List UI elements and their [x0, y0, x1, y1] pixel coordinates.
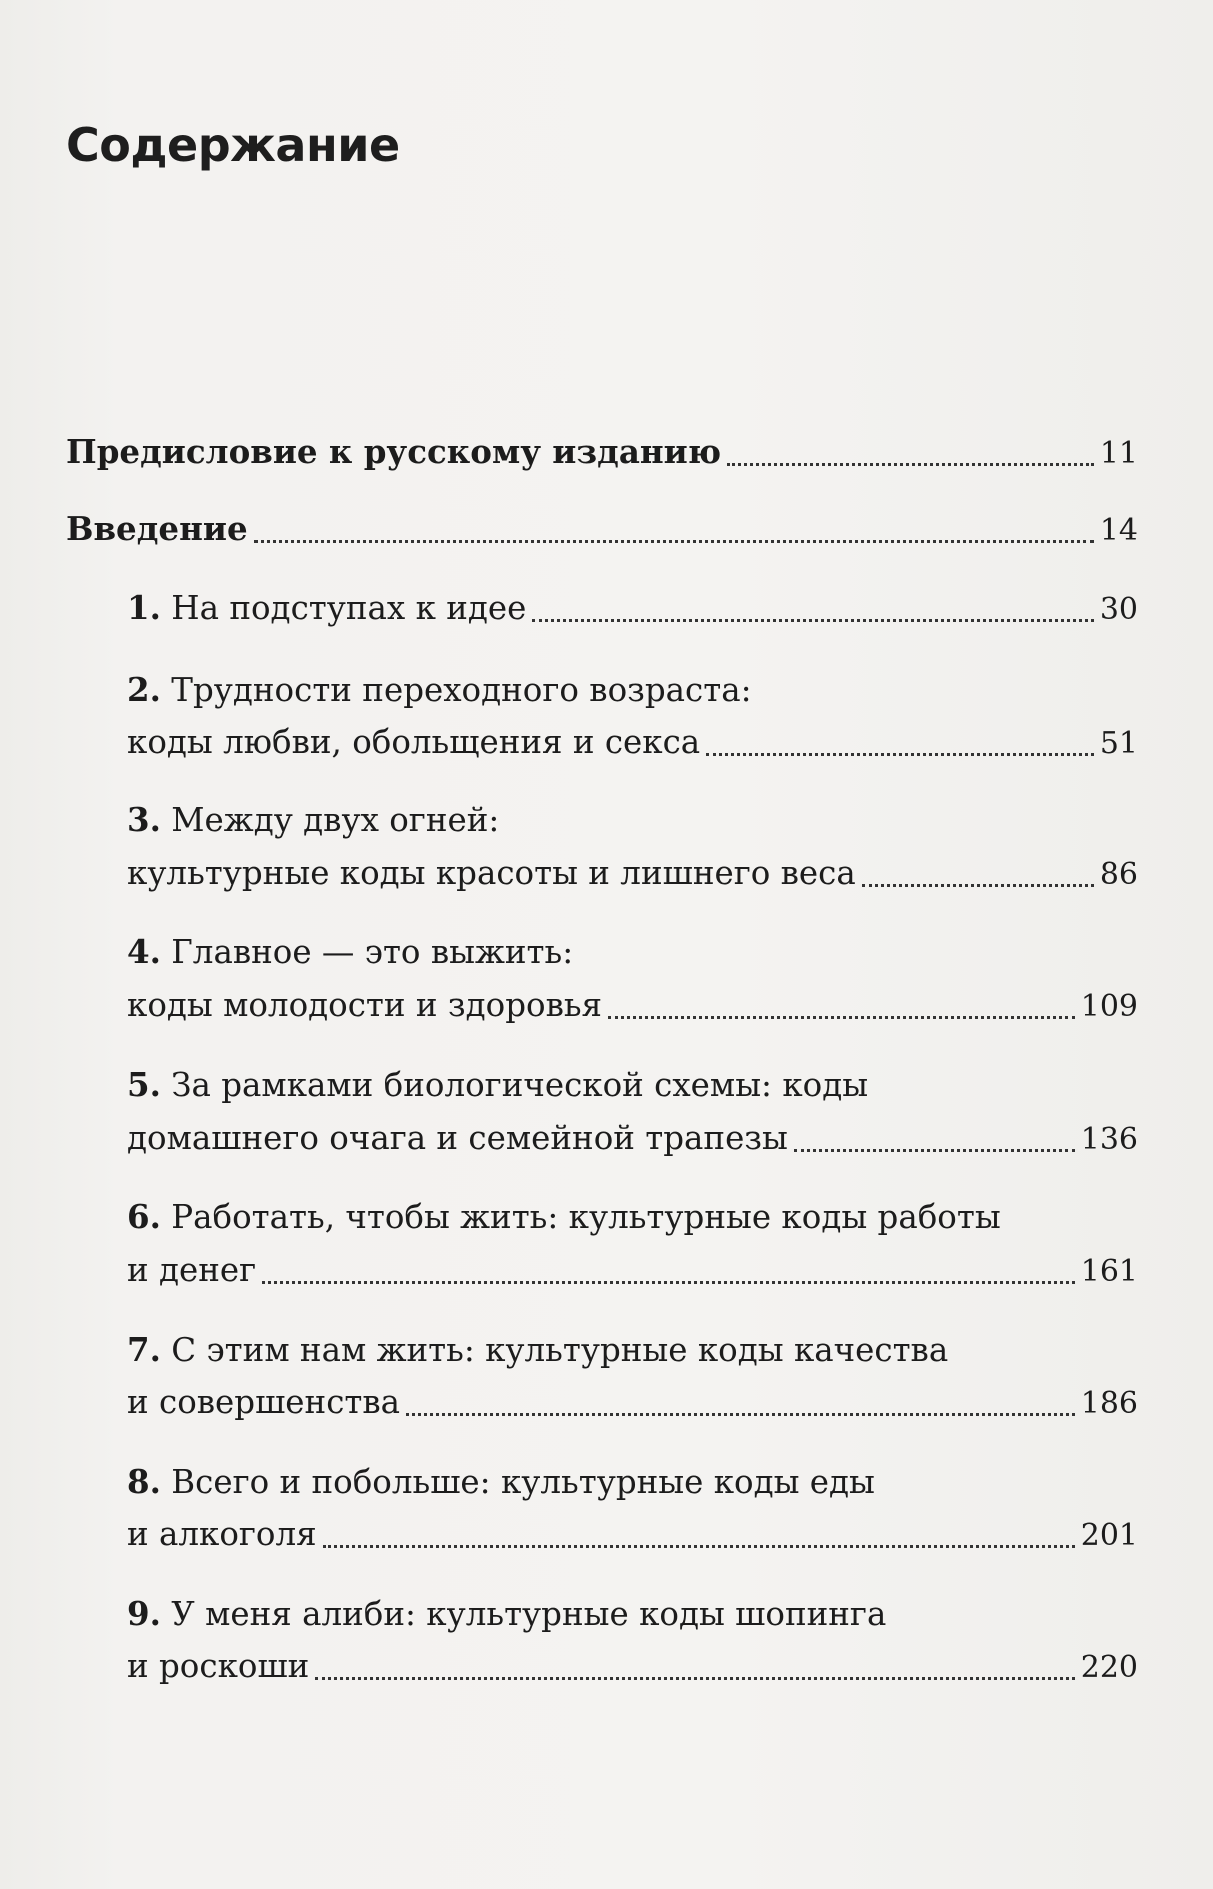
dot-leader [794, 1149, 1075, 1152]
dot-leader [323, 1545, 1075, 1548]
toc-page-number: 161 [1080, 1254, 1138, 1289]
chapter-number: 6. [127, 1197, 161, 1236]
chapter-title-line: домашнего очага и семейной трапезы [127, 1119, 788, 1157]
chapter-title-line: За рамками биологической схемы: коды [171, 1066, 869, 1104]
toc-page-number: 11 [1099, 436, 1138, 471]
toc-page-number: 14 [1099, 513, 1138, 548]
chapter-title-line: культурные коды красоты и лишнего веса [127, 854, 856, 892]
toc-page-number: 220 [1080, 1650, 1138, 1685]
chapter-title-line: С этим нам жить: культурные коды качества [171, 1331, 949, 1369]
toc-entry-chapter-4-line-1[interactable] [127, 932, 1138, 972]
toc-entry-title [127, 670, 752, 710]
toc-entry-chapter-5-line-1[interactable] [127, 1065, 1138, 1105]
chapter-title-line: и алкоголя [127, 1515, 317, 1553]
chapter-title-line: Между двух огней: [171, 801, 500, 839]
toc-entry-chapter-2[interactable] [127, 722, 1138, 764]
chapter-title-line: Работать, чтобы жить: культурные коды работы [171, 1198, 1001, 1236]
toc-page-number: 201 [1080, 1518, 1138, 1553]
toc-page-number: 51 [1099, 726, 1138, 761]
toc-page-number: 109 [1080, 989, 1138, 1024]
chapter-number: 2. [127, 670, 161, 709]
toc-entry-chapter-3[interactable] [127, 853, 1138, 895]
toc-entry-title: Предисловие к русскому изданию [66, 432, 722, 471]
toc-entry-chapter-5[interactable] [127, 1118, 1138, 1160]
toc-entry-chapter-2-line-1[interactable] [127, 670, 1138, 710]
chapter-number: 7. [127, 1330, 161, 1369]
chapter-title-line: коды любви, обольщения и секса [127, 723, 701, 761]
dot-leader [727, 463, 1094, 466]
chapter-number: 1. [127, 588, 161, 627]
toc-entry-title [127, 932, 573, 972]
toc-entry-title [127, 588, 526, 628]
toc-entry-chapter-6[interactable] [127, 1250, 1138, 1292]
chapter-title-line: коды молодости и здоровья [127, 986, 603, 1024]
chapter-number: 8. [127, 1462, 161, 1501]
toc-entry-title [127, 1197, 1001, 1237]
dot-leader [406, 1413, 1075, 1416]
toc-entry-chapter-8-line-1[interactable] [127, 1462, 1138, 1502]
toc-entry-chapter-9-line-1[interactable] [127, 1594, 1138, 1634]
toc-entry-title [127, 1594, 886, 1634]
toc-entry-chapter-6-line-1[interactable] [127, 1197, 1138, 1237]
dot-leader [262, 1281, 1075, 1284]
toc-entry-chapter-7-line-1[interactable] [127, 1330, 1138, 1370]
toc-entry-chapter-1[interactable] [127, 588, 1138, 630]
dot-leader [862, 884, 1094, 887]
chapter-title-line: На подступах к идее [171, 589, 527, 627]
chapter-title-line: Всего и побольше: культурные коды еды [171, 1463, 875, 1501]
chapter-number: 4. [127, 932, 161, 971]
toc-entry-chapter-9[interactable] [127, 1646, 1138, 1688]
chapter-title-line: Трудности переходного возраста: [171, 671, 752, 709]
dot-leader [532, 619, 1093, 622]
chapter-title-line: и совершенства [127, 1383, 401, 1421]
dot-leader [315, 1677, 1074, 1680]
toc-entry-title [127, 1462, 875, 1502]
chapter-title-line: и денег [127, 1251, 257, 1289]
chapter-number: 9. [127, 1594, 161, 1633]
toc-entry-preface[interactable] [66, 432, 1138, 474]
toc-page-number: 30 [1099, 592, 1138, 627]
dot-leader [254, 540, 1094, 543]
chapter-number: 3. [127, 800, 161, 839]
dot-leader [608, 1016, 1075, 1019]
toc-page-number: 136 [1080, 1122, 1138, 1157]
toc-entry-introduction[interactable] [66, 509, 1138, 551]
toc-entry-chapter-7[interactable] [127, 1382, 1138, 1424]
page-title: Содержание [66, 118, 400, 172]
toc-entry-chapter-4[interactable] [127, 985, 1138, 1027]
toc-entry-title [127, 800, 499, 840]
toc-entry-title: Введение [66, 509, 248, 548]
toc-entry-title [127, 1065, 868, 1105]
chapter-title-line: Главное — это выжить: [171, 933, 574, 971]
toc-page-number: 186 [1080, 1386, 1138, 1421]
dot-leader [706, 753, 1094, 756]
toc-entry-chapter-8[interactable] [127, 1514, 1138, 1556]
chapter-title-line: и роскоши [127, 1647, 310, 1685]
toc-page-number: 86 [1099, 857, 1138, 892]
chapter-title-line: У меня алиби: культурные коды шопинга [171, 1595, 887, 1633]
chapter-number: 5. [127, 1065, 161, 1104]
toc-entry-chapter-3-line-1[interactable] [127, 800, 1138, 840]
toc-entry-title [127, 1330, 948, 1370]
